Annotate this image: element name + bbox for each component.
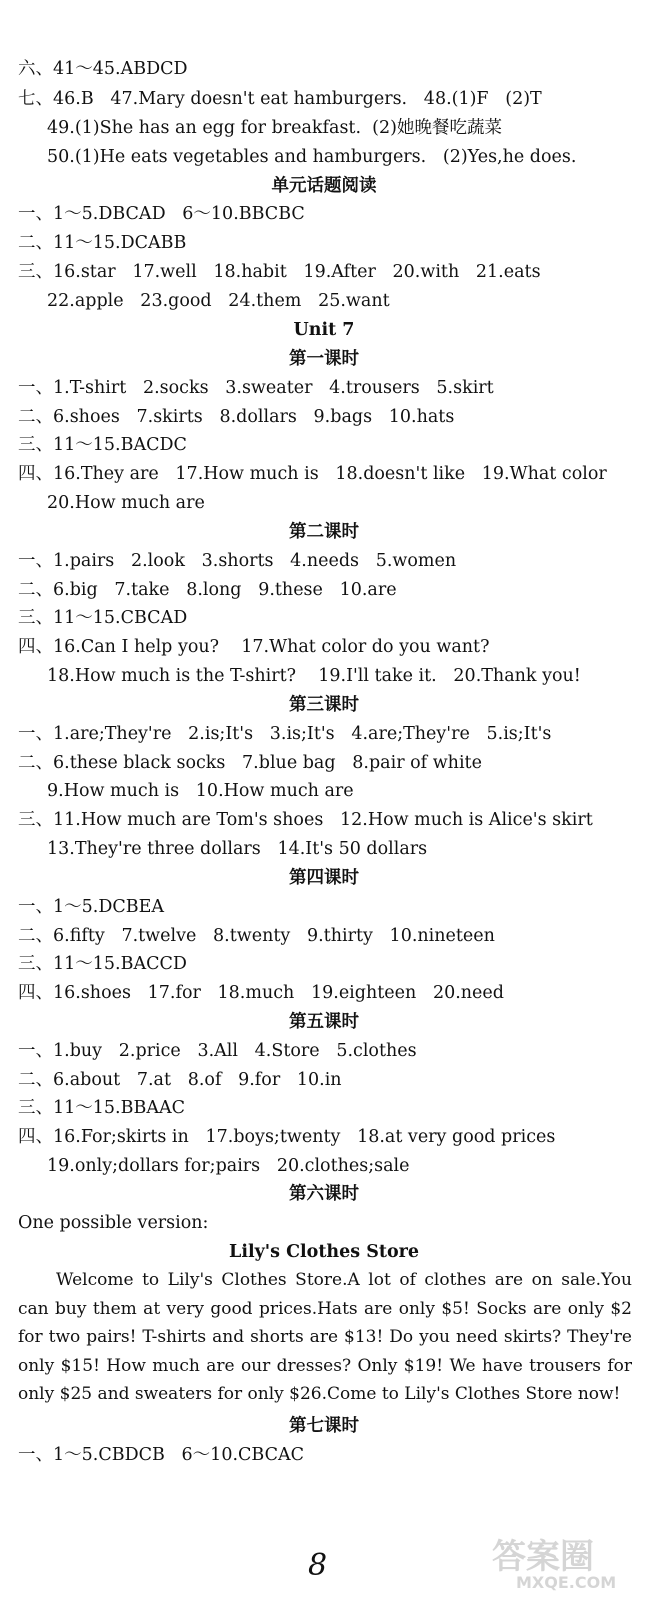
answer-line: 四、16.For;skirts in 17.boys;twenty 18.at very good prices [18,1127,556,1147]
svg-text:MXQE.COM: MXQE.COM [516,1573,617,1592]
answer-line: 二、11～15.DCABB [18,233,187,253]
lesson-heading: 第三课时 [289,695,359,715]
answer-line: 一、1～5.DCBEA [18,897,165,917]
essay-title: Lily's Clothes Store [229,1242,419,1262]
answer-line: 13.They're three dollars 14.It's 50 dollars [47,839,428,859]
answer-line: 四、16.They are 17.How much is 18.doesn't like 19.What color [18,464,607,484]
answer-line: 50.(1)He eats vegetables and hamburgers. (2)Yes,he does. [47,147,577,167]
answer-line: 一、1.pairs 2.look 3.shorts 4.needs 5.women [18,551,457,571]
answer-line: 二、6.these black socks 7.blue bag 8.pair of white [18,753,482,773]
answer-line: 四、16.Can I help you? 17.What color do you want? [18,637,490,657]
answer-line: 三、11～15.BACDC [18,435,187,455]
answer-line: 四、16.shoes 17.for 18.much 19.eighteen 20.need [18,983,504,1003]
answer-line: 二、6.big 7.take 8.long 9.these 10.are [18,580,397,600]
answer-line: 一、1.are;They're 2.is;It's 3.is;It's 4.are;They're 5.is;It's [18,724,552,744]
answer-line: 三、11～15.CBCAD [18,608,188,628]
answer-line: 20.How much are [47,493,205,513]
watermark-logo [488,1528,638,1592]
answer-line: One possible version: [18,1213,209,1233]
answer-line: 三、11.How much are Tom's shoes 12.How much is Alice's skirt [18,810,593,830]
answer-line: 二、6.fifty 7.twelve 8.twenty 9.thirty 10.nineteen [18,926,495,946]
answer-line: 三、11～15.BACCD [18,954,187,974]
answer-line: 三、11～15.BBAAC [18,1098,185,1118]
lesson-heading: 第二课时 [289,522,359,542]
answer-line: 一、1.T-shirt 2.socks 3.sweater 4.trousers 5.skirt [18,378,494,398]
answer-line: 一、1.buy 2.price 3.All 4.Store 5.clothes [18,1041,417,1061]
watermark-text: 答案圈 [492,1537,594,1577]
lesson-heading: 第五课时 [289,1012,359,1032]
answer-line: 一、1～5.CBDCB 6～10.CBCAC [18,1445,305,1465]
answer-line: 六、41～45.ABDCD [18,59,188,79]
lesson-heading: 第一课时 [289,349,359,369]
lesson-heading: 第七课时 [289,1416,359,1436]
answer-line: 二、6.shoes 7.skirts 8.dollars 9.bags 10.hats [18,407,455,427]
answer-line: 七、46.B 47.Mary doesn't eat hamburgers. 48.(1)F (2)T [18,89,542,109]
page-number: 8 [308,1548,328,1583]
answer-line: 三、16.star 17.well 18.habit 19.After 20.with 21.eats [18,262,541,282]
answer-line: 二、6.about 7.at 8.of 9.for 10.in [18,1070,342,1090]
answer-line: 19.only;dollars for;pairs 20.clothes;sale [47,1156,410,1176]
answer-line: 49.(1)She has an egg for breakfast. (2)她晚餐吃蔬菜 [47,118,502,138]
answer-line: 18.How much is the T-shirt? 19.I'll take it. 20.Thank you! [47,666,581,686]
essay-paragraph: Welcome to Lily's Clothes Store.A lot of clothes are on sale.You can buy them at very good prices.Hats are only $5! Socks are only $2 for two pairs! T-shirts and shorts are $13! Do you need skirts? They're only $15! How much are our dresses? Only $19! We have trousers for only $25 and sweaters for only $26.Come to Lily's Clothes Store now! [18,1270,632,1405]
answer-line: 22.apple 23.good 24.them 25.want [47,291,390,311]
unit-heading: Unit 7 [293,320,355,340]
answer-line: 一、1～5.DBCAD 6～10.BBCBC [18,204,305,224]
section-heading: 单元话题阅读 [271,176,377,196]
answer-line: 9.How much is 10.How much are [47,781,354,801]
lesson-heading: 第四课时 [289,868,359,888]
lesson-heading: 第六课时 [289,1184,359,1204]
